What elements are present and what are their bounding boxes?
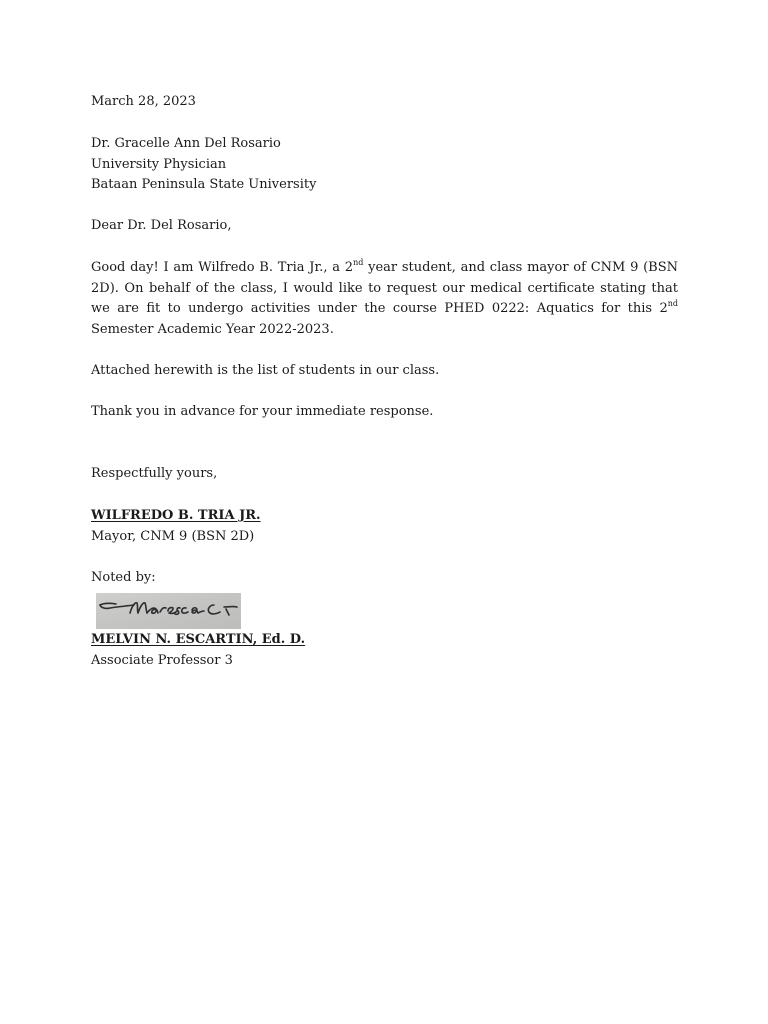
- body-p1-part-c: Semester Academic Year 2022-2023.: [91, 321, 334, 337]
- body-paragraph-2: [91, 361, 678, 382]
- date-text: March 28, 2023: [91, 94, 196, 109]
- salutation: [91, 216, 678, 237]
- recipient-institution: Bataan Peninsula State University: [91, 177, 317, 193]
- recipient-name: Dr. Gracelle Ann Del Rosario: [91, 136, 281, 151]
- closing: [91, 464, 678, 485]
- closing-text: Respectfully yours,: [91, 466, 218, 481]
- letter-date: [91, 92, 678, 113]
- ordinal-suffix: nd: [667, 298, 678, 308]
- sender-signature-block: [91, 506, 678, 547]
- body-p1-part-b: year student, and class mayor of CNM 9 (BSN 2D). On behalf of the class, I would like to request our medical certificate stating that we are fit to undergo activities under the course PHED 0222: Aquatics for this 2: [91, 260, 679, 317]
- body-paragraph-3: [91, 402, 678, 423]
- noted-by-text: Noted by:: [91, 570, 156, 585]
- noter-signature-block: [91, 630, 678, 671]
- recipient-title: University Physician: [91, 156, 227, 172]
- recipient-address: [91, 134, 678, 196]
- noted-by-label: [91, 568, 678, 589]
- body-p1-part-a: Good day! I am Wilfredo B. Tria Jr., a 2: [91, 260, 354, 275]
- body-paragraph-1: [91, 258, 678, 340]
- noter-position: Associate Professor 3: [91, 652, 233, 668]
- sender-name: WILFREDO B. TRIA JR.: [91, 508, 261, 523]
- handwritten-signature-image: [96, 593, 241, 629]
- body-p2-text: Attached herewith is the list of students in our class.: [91, 363, 440, 378]
- sender-position: Mayor, CNM 9 (BSN 2D): [91, 528, 255, 544]
- body-p3-text: Thank you in advance for your immediate response.: [91, 404, 434, 419]
- noter-name: MELVIN N. ESCARTIN, Ed. D.: [91, 632, 306, 647]
- ordinal-suffix: nd: [353, 257, 364, 267]
- salutation-text: Dear Dr. Del Rosario,: [91, 218, 232, 233]
